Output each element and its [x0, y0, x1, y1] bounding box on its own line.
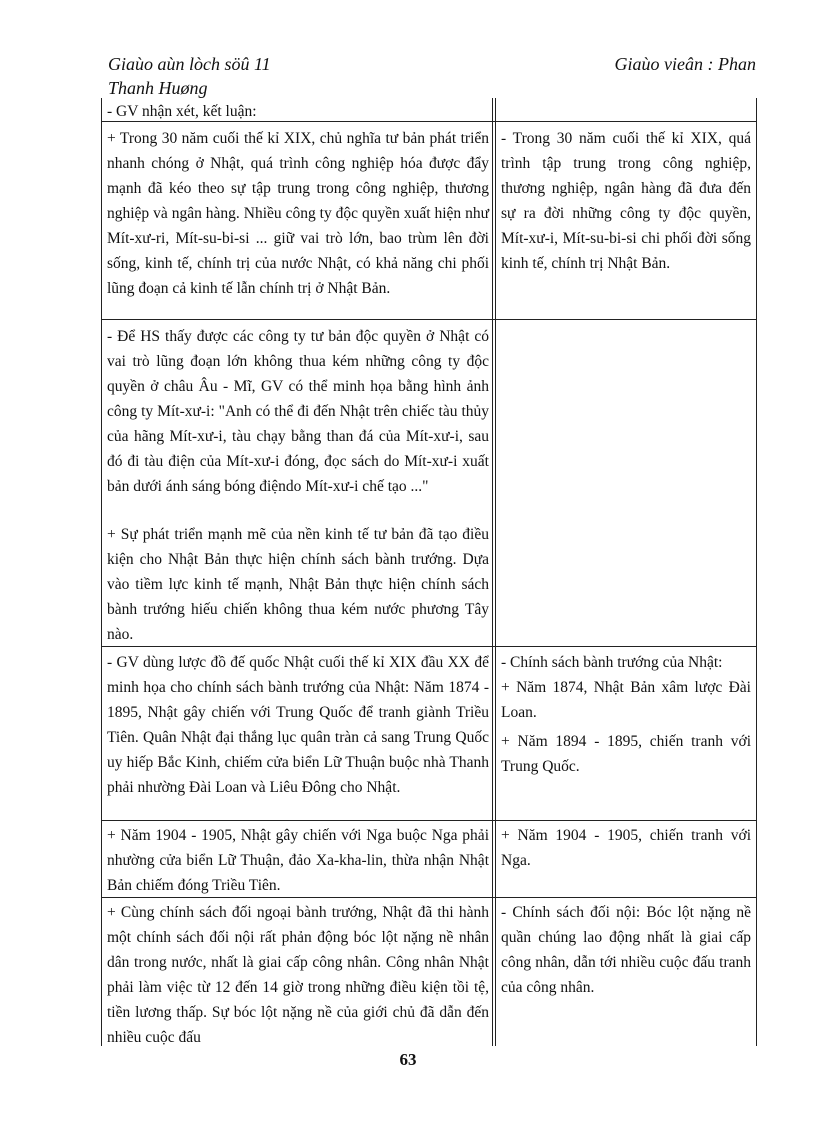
- row-divider: [101, 319, 756, 320]
- header-teacher: Giaùo vieân : Phan: [614, 54, 756, 74]
- table-divider: [495, 98, 496, 1046]
- table-row-right: + Năm 1904 - 1905, chiến tranh với Nga.: [501, 827, 751, 869]
- header-left-line1: Giaùo aùn lòch söû 11: [108, 54, 271, 74]
- lesson-table: [101, 98, 756, 1046]
- table-row-left: - GV dùng lược đồ đế quốc Nhật cuối thế kỉ XIX đầu XX để minh họa cho chính sách bành trướng của Nhật: Năm 1874 - 1895, Nhật gây chiến với Trung Quốc để tranh giành Triều Tiên. Quân Nhật đại thắng lục quân tràn cả sang Trung Quốc uy hiếp Bắc Kinh, chiếm cửa biển Lữ Thuận buộc nhà Thanh phải nhường Đài Loan và Liêu Đông cho Nhật.: [107, 654, 489, 796]
- table-row-right: - Trong 30 năm cuối thế kỉ XIX, quá trình tập trung trong công nghiệp, thương nghiệp, ngân hàng đã đưa đến sự ra đời những công ty độc quyền, Mít-xư-i, Mít-su-bi-si chi phối đời sống kinh tế, chính trị Nhật Bản.: [501, 130, 751, 272]
- table-row-right: - Chính sách đối nội: Bóc lột nặng nề quần chúng lao động nhất là giai cấp công nhân, dẫn tới nhiều cuộc đấu tranh của công nhân.: [501, 904, 751, 996]
- table-row-left: - Để HS thấy được các công ty tư bản độc quyền ở Nhật có vai trò lũng đoạn lớn không thua kém những công ty độc quyền ở châu Âu - Mĩ, GV có thể minh họa bằng hình ảnh công ty Mít-xư-i: "Anh có thể đi đến Nhật trên chiếc tàu thủy của hãng Mít-xư-i, tàu chạy bằng than đá của Mít-xư-i, sau đó đi tàu điện của Mít-xư-i đóng, đọc sách do Mít-xư-i xuất bản dưới ánh sáng bóng điệndo Mít-xư-i chế tạo ...": [107, 328, 489, 495]
- table-border-left: [101, 98, 102, 1046]
- page-number: 63: [399, 1050, 417, 1069]
- table-row-left: - GV nhận xét, kết luận:: [107, 103, 257, 120]
- table-border-right: [756, 98, 757, 1046]
- table-divider: [492, 98, 493, 1046]
- table-row-left: + Năm 1904 - 1905, Nhật gây chiến với Nga buộc Nga phải nhường cửa biển Lữ Thuận, đảo Xa-kha-lin, thừa nhận Nhật Bản chiếm đóng Triều Tiên.: [107, 827, 489, 894]
- table-row-left: + Trong 30 năm cuối thế kỉ XIX, chủ nghĩa tư bản phát triển nhanh chóng ở Nhật, quá trình công nghiệp hóa được đẩy mạnh đã kéo theo sự tập trung trong công nghiệp, thương nghiệp và ngân hàng. Nhiều công ty độc quyền xuất hiện như Mít-xư-ri, Mít-su-bi-si ... giữ vai trò lớn, bao trùm lên đời sống, kinh tế, chính trị của nước Nhật, có khả năng chi phối lũng đoạn cả kinh tế lẫn chính trị ở Nhật Bản.: [107, 130, 489, 297]
- header-course-title: [108, 52, 271, 100]
- row-divider: [101, 820, 756, 821]
- table-row-right: - Chính sách bành trướng của Nhật: + Năm 1874, Nhật Bản xâm lược Đài Loan. + Năm 1894 - 1895, chiến tranh với Trung Quốc.: [501, 654, 751, 775]
- table-row-left: + Cùng chính sách đối ngoại bành trướng, Nhật đã thi hành một chính sách đối nội rất phản động bóc lột nặng nề nhân dân trong nước, nhất là giai cấp công nhân. Công nhân Nhật phải làm việc từ 12 đến 14 giờ trong những điều kiện tồi tệ, tiền lương thấp. Sự bóc lột nặng nề của giới chủ đã dẫn đến nhiều cuộc đấu: [107, 904, 489, 1046]
- header-left-line2: Thanh Huøng: [108, 78, 208, 98]
- table-row-left: + Sự phát triển mạnh mẽ của nền kinh tế tư bản đã tạo điều kiện cho Nhật Bản thực hiện chính sách bành trướng. Dựa vào tiềm lực kinh tế mạnh, Nhật Bản thực hiện chính sách bành trướng hiếu chiến không thua kém nước phương Tây nào.: [107, 526, 489, 643]
